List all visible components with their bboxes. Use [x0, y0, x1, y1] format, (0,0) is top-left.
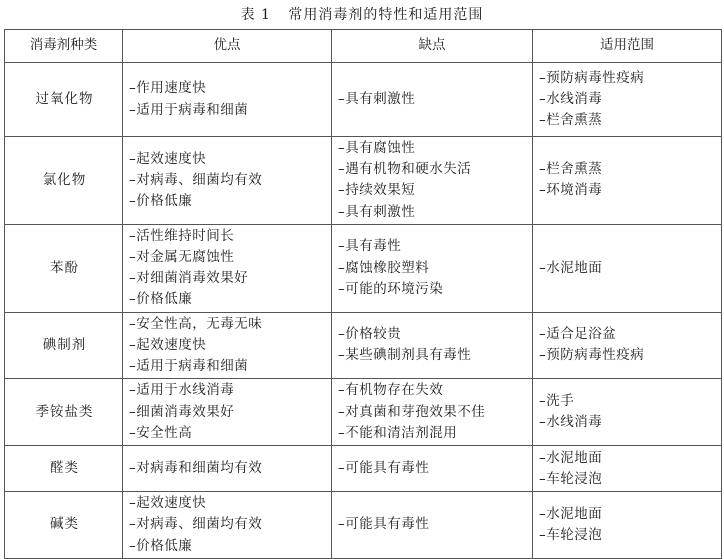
header-cons: 缺点 [332, 30, 533, 63]
cons-cell [332, 312, 533, 379]
uses-item: –适合足浴盆 [539, 326, 617, 343]
pros-item: –对金属无腐蚀性 [129, 249, 235, 266]
pros-item: –价格低廉 [129, 291, 193, 308]
pros-cell [123, 63, 332, 137]
uses-item: –车轮浸泡 [539, 527, 603, 544]
cons-item: –可能的环境污染 [338, 280, 444, 297]
uses-item: –水泥地面 [539, 449, 603, 466]
uses-item: –栏舍熏蒸 [539, 161, 603, 178]
cons-item: –遇有机物和硬水失活 [338, 161, 472, 178]
uses-cell [533, 63, 722, 137]
cons-item: –具有刺激性 [338, 203, 416, 220]
header-category: 消毒剂种类 [5, 30, 123, 63]
uses-item: –水线消毒 [539, 90, 603, 107]
category-cell: 碱类 [5, 492, 123, 559]
cons-item: –价格较贵 [338, 326, 402, 343]
uses-cell [533, 379, 722, 446]
pros-item: –对病毒、细菌均有效 [129, 516, 263, 533]
cons-item: –对真菌和芽孢效果不佳 [338, 403, 486, 420]
cons-item: –具有刺激性 [338, 90, 416, 107]
cons-item: –可能具有毒性 [338, 516, 430, 533]
cons-item: –具有毒性 [338, 238, 402, 255]
disinfectant-table [4, 29, 722, 559]
pros-item: –对病毒和细菌均有效 [129, 460, 263, 477]
pros-item: –起效速度快 [129, 336, 207, 353]
table-row [5, 63, 722, 137]
uses-item: –环境消毒 [539, 182, 603, 199]
category-cell: 季铵盐类 [5, 379, 123, 446]
pros-item: –价格低廉 [129, 193, 193, 209]
table-caption [0, 4, 724, 26]
cons-cell [332, 224, 533, 312]
pros-item: –适用于病毒和细菌 [129, 101, 249, 118]
cons-item: –不能和清洁剂混用 [338, 424, 458, 441]
cons-cell [332, 379, 533, 446]
cons-cell [332, 137, 533, 225]
pros-item: –安全性高 [129, 424, 193, 441]
cons-cell [332, 446, 533, 492]
uses-item: –栏舍熏蒸 [539, 112, 603, 129]
pros-item: –价格低廉 [129, 537, 193, 554]
category-cell: 过氧化物 [5, 63, 123, 137]
pros-item: –安全性高，无毒无味 [129, 315, 263, 332]
uses-item: –预防病毒性疫病 [539, 69, 645, 86]
uses-item: –水泥地面 [539, 505, 603, 522]
pros-item: –适用于病毒和细菌 [129, 358, 249, 375]
uses-item: –预防病毒性疫病 [539, 347, 645, 364]
pros-cell [123, 492, 332, 559]
pros-cell [123, 379, 332, 446]
uses-item: –车轮浸泡 [539, 470, 603, 487]
uses-item: –水泥地面 [539, 259, 603, 276]
category-cell: 苯酚 [5, 224, 123, 312]
table-row [5, 379, 722, 446]
cons-item: –持续效果短 [338, 182, 416, 199]
pros-cell [123, 224, 332, 312]
header-pros: 优点 [123, 30, 332, 63]
pros-cell [123, 137, 332, 225]
pros-item: –对细菌消毒效果好 [129, 270, 249, 287]
table-row [5, 137, 722, 225]
cons-item: –某些碘制剂具有毒性 [338, 347, 472, 364]
uses-cell [533, 446, 722, 492]
pros-cell [123, 312, 332, 379]
table-title: 常用消毒剂的特性和适用范围 [288, 7, 484, 23]
category-cell: 氯化物 [5, 137, 123, 225]
category-cell: 醛类 [5, 446, 123, 492]
uses-cell [533, 492, 722, 559]
header-row [5, 30, 722, 63]
cons-item: –具有腐蚀性 [338, 140, 416, 156]
pros-item: –适用于水线消毒 [129, 382, 235, 399]
cons-cell [332, 492, 533, 559]
table-row [5, 446, 722, 492]
table-row [5, 224, 722, 312]
uses-cell [533, 137, 722, 225]
uses-item: –水线消毒 [539, 414, 603, 431]
pros-item: –起效速度快 [129, 495, 207, 512]
cons-item: –腐蚀橡胶塑料 [338, 259, 430, 276]
pros-item: –活性维持时间长 [129, 227, 235, 244]
category-cell: 碘制剂 [5, 312, 123, 379]
pros-item: –起效速度快 [129, 150, 207, 167]
table-row [5, 492, 722, 559]
pros-item: –对病毒、细菌均有效 [129, 171, 263, 188]
uses-cell [533, 312, 722, 379]
header-uses: 适用范围 [533, 30, 722, 63]
table-row [5, 312, 722, 379]
pros-item: –细菌消毒效果好 [129, 403, 235, 420]
pros-item: –作用速度快 [129, 80, 207, 97]
table-number: 表 1 [240, 7, 271, 23]
cons-item: –可能具有毒性 [338, 460, 430, 477]
cons-item: –有机物存在失效 [338, 382, 444, 399]
cons-cell [332, 63, 533, 137]
uses-item: –洗手 [539, 393, 575, 410]
pros-cell [123, 446, 332, 492]
uses-cell [533, 224, 722, 312]
